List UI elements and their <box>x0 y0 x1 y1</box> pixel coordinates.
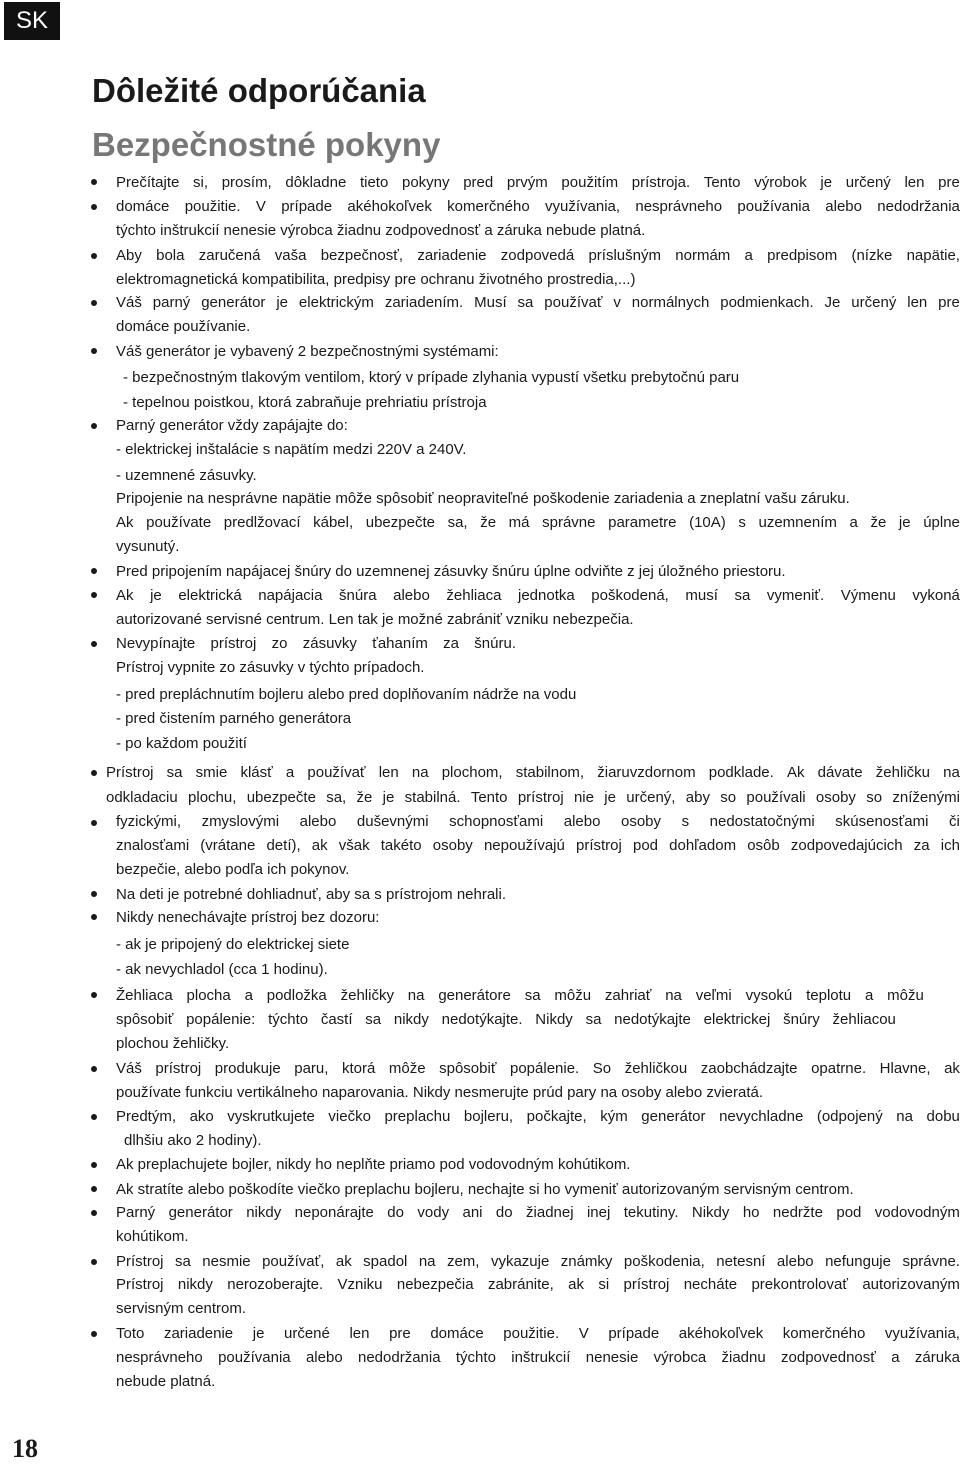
bullet-icon <box>91 423 97 429</box>
text-line: Toto zariadenie je určené len pre domáce použitie. V prípade akéhokoľvek komerčného využívania, <box>116 1325 960 1342</box>
section-subtitle: Bezpečnostné pokyny <box>92 126 441 163</box>
bullet-icon <box>91 1114 97 1120</box>
bullet-icon <box>91 914 97 920</box>
text-line: Ak je elektrická napájacia šnúra alebo žehliaca jednotka poškodená, musí sa vymeniť. Výmenu vykoná <box>116 587 960 604</box>
text-line: dlhšiu ako 2 hodiny). <box>124 1132 262 1149</box>
bullet-icon <box>91 179 97 185</box>
text-line: domáce používanie. <box>116 318 251 335</box>
text-line: - ak nevychladol (cca 1 hodinu). <box>116 961 328 978</box>
bullet-icon <box>91 1331 97 1337</box>
bullet-icon <box>91 1162 97 1168</box>
text-line: týchto inštrukcií nenesie výrobca žiadnu zodpovednosť a záruka nebude platná. <box>116 222 646 239</box>
text-line: odkladaciu plochu, ubezpečte sa, že je stabilná. Tento prístroj nie je určený, aby so používali osoby so zníženými <box>106 789 960 806</box>
bullet-icon <box>91 592 97 598</box>
text-line: Ak používate predlžovací kábel, ubezpečte sa, že má správne parametre (10A) s uzemnením a že je úplne <box>116 514 960 531</box>
text-line: - bezpečnostným tlakovým ventilom, ktorý v prípade zlyhania vypustí všetku prebytočnú paru <box>123 369 740 386</box>
text-line: Ak preplachujete bojler, nikdy ho neplňte priamo pod vodovodným kohútikom. <box>116 1156 631 1173</box>
text-line: Predtým, ako vyskrutkujete viečko preplachu bojleru, počkajte, kým generátor nevychladne (odpojený na dobu <box>116 1108 960 1125</box>
bullet-icon <box>91 641 97 647</box>
text-line: - po každom použití <box>116 735 247 752</box>
text-line: Ak stratíte alebo poškodíte viečko preplachu bojleru, nechajte si ho vymeniť autorizovaným servisným centrom. <box>116 1181 854 1198</box>
language-badge: SK <box>4 2 60 40</box>
text-line: autorizované servisné centrum. Len tak je možné zabrániť vzniku nebezpečia. <box>116 611 634 628</box>
page-title: Dôležité odporúčania <box>92 72 426 109</box>
text-line: Na deti je potrebné dohliadnuť, aby sa s prístrojom nehrali. <box>116 886 507 903</box>
text-line: fyzickými, zmyslovými alebo duševnými schopnosťami alebo osoby s nedostatočnými skúsenosťami či <box>116 813 960 830</box>
text-line: Prístroj sa smie klásť a používať len na plochom, stabilnom, žiaruvzdornom podklade. Ak dávate žehličku na <box>106 764 960 781</box>
bullet-icon <box>91 891 97 897</box>
text-line: - pred prepláchnutím bojleru alebo pred doplňovaním nádrže na vodu <box>116 686 577 703</box>
bullet-icon <box>91 820 97 826</box>
text-line: Nikdy nenechávajte prístroj bez dozoru: <box>116 909 380 926</box>
bullet-icon <box>91 253 97 259</box>
text-line: Pripojenie na nesprávne napätie môže spôsobiť neopraviteľné poškodenie zariadenia a zneplatní vašu záruku. <box>116 490 850 507</box>
bullet-icon <box>91 770 97 776</box>
text-line: - uzemnené zásuvky. <box>116 467 257 484</box>
text-line: Parný generátor vždy zapájajte do: <box>116 417 348 434</box>
bullet-icon <box>91 568 97 574</box>
text-line: Pred pripojením napájacej šnúry do uzemnenej zásuvky šnúru úplne odviňte z jej úložného priestoru. <box>116 563 786 580</box>
bullet-icon <box>91 992 97 998</box>
text-line: servisným centrom. <box>116 1300 247 1317</box>
text-line: Prístroj vypnite zo zásuvky v týchto prípadoch. <box>116 659 425 676</box>
text-line: Prečítajte si, prosím, dôkladne tieto pokyny pred prvým použitím prístroja. Tento výrobok je určený len pre <box>116 174 960 191</box>
text-line: používate funkciu vertikálneho naparovania. Nikdy nesmerujte prúd pary na osoby alebo zvieratá. <box>116 1084 764 1101</box>
text-line: Parný generátor nikdy neponárajte do vody ani do žiadnej inej tekutiny. Nikdy ho nedržte pod vodovodným <box>116 1204 960 1221</box>
text-line: znalosťami (vrátane detí), ak však takéto osoby nepoužívajú prístroj pod dohľadom osôb zodpovedajúcich za ich <box>116 837 960 854</box>
bullet-icon <box>91 300 97 306</box>
text-line: - pred čistením parného generátora <box>116 710 352 727</box>
bullet-icon <box>91 204 97 210</box>
page-number: 18 <box>12 1434 38 1463</box>
text-line: spôsobiť popálenie: týchto častí sa nikdy nedotýkajte. Nikdy sa nedotýkajte elektrickej šnúry žehliacou <box>116 1011 896 1028</box>
bullet-icon <box>91 1186 97 1192</box>
text-line: Prístroj nikdy nerozoberajte. Vzniku nebezpečia zabránite, ak si prístroj necháte prekontrolovať autorizovaným <box>116 1276 960 1293</box>
text-line: - tepelnou poistkou, ktorá zabraňuje prehriatiu prístroja <box>123 394 487 411</box>
text-line: Aby bola zaručená vaša bezpečnosť, zariadenie zodpovedá príslušným normám a predpisom (nízke napätie, <box>116 247 960 264</box>
text-line: Žehliaca plocha a podložka žehličky na generátore sa môžu zahriať na veľmi vysokú teplotu a môžu <box>116 987 924 1004</box>
text-line: elektromagnetická kompatibilita, predpisy pre ochranu životného prostredia,...) <box>116 271 636 288</box>
text-line: Váš parný generátor je elektrickým zariadením. Musí sa používať v normálnych podmienkach. Je určený len pre <box>116 294 960 311</box>
text-line: kohútikom. <box>116 1228 189 1245</box>
text-line: bezpečie, alebo podľa ich pokynov. <box>116 861 350 878</box>
text-line: Nevypínajte prístroj zo zásuvky ťahaním za šnúru. <box>116 635 516 652</box>
text-line: plochou žehličky. <box>116 1035 230 1052</box>
text-line: nesprávneho používania alebo nedodržania týchto inštrukcií nenesie výrobca žiadnu zodpovednosť a záruka <box>116 1349 960 1366</box>
bullet-icon <box>91 1210 97 1216</box>
text-line: nebude platná. <box>116 1373 216 1390</box>
bullet-icon <box>91 348 97 354</box>
text-line: - elektrickej inštalácie s napätím medzi 220V a 240V. <box>116 441 467 458</box>
text-line: Váš generátor je vybavený 2 bezpečnostnými systémami: <box>116 343 499 360</box>
text-line: - ak je pripojený do elektrickej siete <box>116 936 350 953</box>
text-line: Prístroj sa nesmie používať, ak spadol na zem, vykazuje známky poškodenia, netesní alebo nefunguje správne. <box>116 1253 960 1270</box>
text-line: domáce použitie. V prípade akéhokoľvek komerčného využívania, nesprávneho používania alebo nedodržania <box>116 198 960 215</box>
bullet-icon <box>91 1066 97 1072</box>
bullet-icon <box>91 1259 97 1265</box>
text-line: Váš prístroj produkuje paru, ktorá môže spôsobiť popálenie. So žehličkou zaobchádzajte opatrne. Hlavne, ak <box>116 1060 960 1077</box>
text-line: vysunutý. <box>116 538 180 555</box>
